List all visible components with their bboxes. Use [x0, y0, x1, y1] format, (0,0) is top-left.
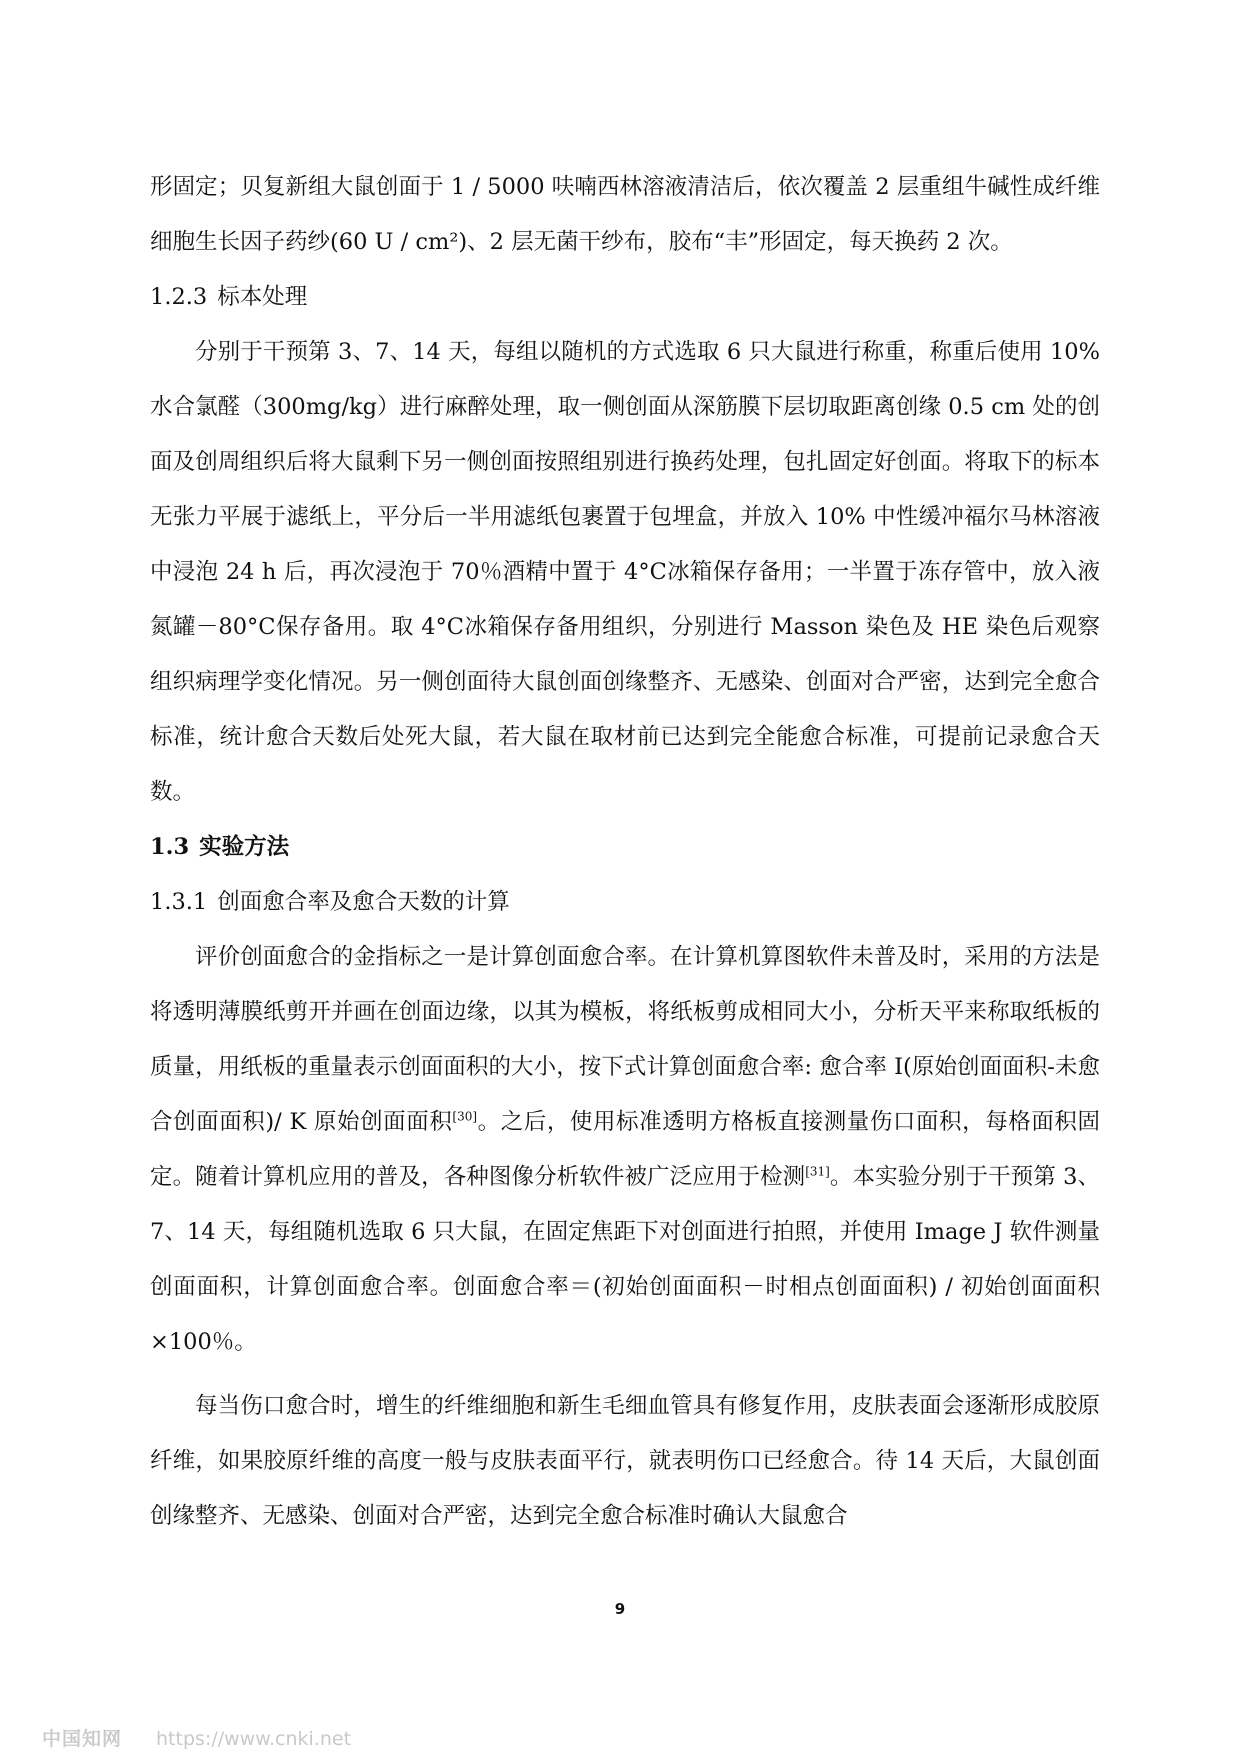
watermark-footer — [42, 1724, 351, 1751]
citation-ref: [30] — [452, 1109, 478, 1124]
paragraph-text: 。之后，使用标准透明方格板直接测量伤口面积，每格面积固定。随着计算机应用的普及，各种图像分析软件被广泛应用于检测 — [150, 1109, 1100, 1190]
paragraph-healing-rate — [150, 930, 1100, 1370]
section-heading-1-2-3 — [150, 270, 1100, 325]
section-number: 1.3.1 — [150, 889, 208, 915]
watermark-brand: 中国知网 — [42, 1728, 123, 1750]
paragraph-specimen-processing: 分别于干预第 3、7、14 天，每组以随机的方式选取 6 只大鼠进行称重，称重后使用 10%水合氯醛（300mg/kg）进行麻醉处理，取一侧创面从深筋膜下层切取距离创缘 0.5 cm 处的创面及创周组织后将大鼠剩下另一侧创面按照组别进行换药处理，包扎固定好创面。将取下的标本无张力平展于滤纸上，平分后一半用滤纸包裹置于包埋盒，并放入 10% 中性缓冲福尔马林溶液中浸泡 24 h 后，再次浸泡于 70％酒精中置于 4°C冰箱保存备用；一半置于冻存管中，放入液氮罐－80°C保存备用。取 4°C冰箱保存备用组织，分别进行 Masson 染色及 HE 染色后观察组织病理学变化情况。另一侧创面待大鼠创面创缘整齐、无感染、创面对合严密，达到完全愈合标准，统计愈合天数后处死大鼠，若大鼠在取材前已达到完全能愈合标准，可提前记录愈合天数。 — [150, 339, 1100, 805]
paragraph-text: 评价创面愈合的金指标之一是计算创面愈合率。在计算机算图软件未普及时，采用的方法是将透明薄膜纸剪开并画在创面边缘，以其为模板，将纸板剪成相同大小，分析天平来称取纸板的质量，用纸板的重量表示创面面积的大小，按下式计算创面愈合率: 愈合率 I(原始创面面积-未愈合创面面积)/ K 原始创面面积 — [150, 944, 1100, 1135]
section-title: 创面愈合率及愈合天数的计算 — [217, 889, 510, 915]
section-title: 标本处理 — [217, 284, 308, 310]
paragraph-healing-criteria: 每当伤口愈合时，增生的纤维细胞和新生毛细血管具有修复作用，皮肤表面会逐渐形成胶原纤维，如果胶原纤维的高度一般与皮肤表面平行，就表明伤口已经愈合。待 14 天后，大鼠创面创缘整齐、无感染、创面对合严密，达到完全愈合标准时确认大鼠愈合 — [150, 1393, 1100, 1529]
citation-ref: [31] — [805, 1164, 830, 1179]
section-title: 实验方法 — [199, 834, 290, 860]
page-number: 9 — [614, 1600, 626, 1618]
section-heading-1-3 — [150, 820, 1100, 875]
page-body — [150, 160, 1100, 1544]
section-number: 1.2.3 — [150, 284, 208, 310]
paragraph-gap — [150, 1370, 1100, 1379]
section-heading-1-3-1 — [150, 875, 1100, 930]
paragraph-text: 。本实验分别于干预第 3、7、14 天，每组随机选取 6 只大鼠，在固定焦距下对创面进行拍照，并使用 Image J 软件测量创面面积，计算创面愈合率。创面愈合率＝(初始创面面积－时相点创面面积) / 初始创面面积×100％。 — [150, 1164, 1100, 1355]
watermark-url: https://www.cnki.net — [156, 1728, 352, 1750]
section-number: 1.3 — [150, 834, 190, 860]
paragraph-continued: 形固定；贝复新组大鼠创面于 1 / 5000 呋喃西林溶液清洁后，依次覆盖 2 层重组牛碱性成纤维细胞生长因子药纱(60 U / cm²)、2 层无菌干纱布，胶布“丰”形固定，每天换药 2 次。 — [150, 174, 1100, 255]
